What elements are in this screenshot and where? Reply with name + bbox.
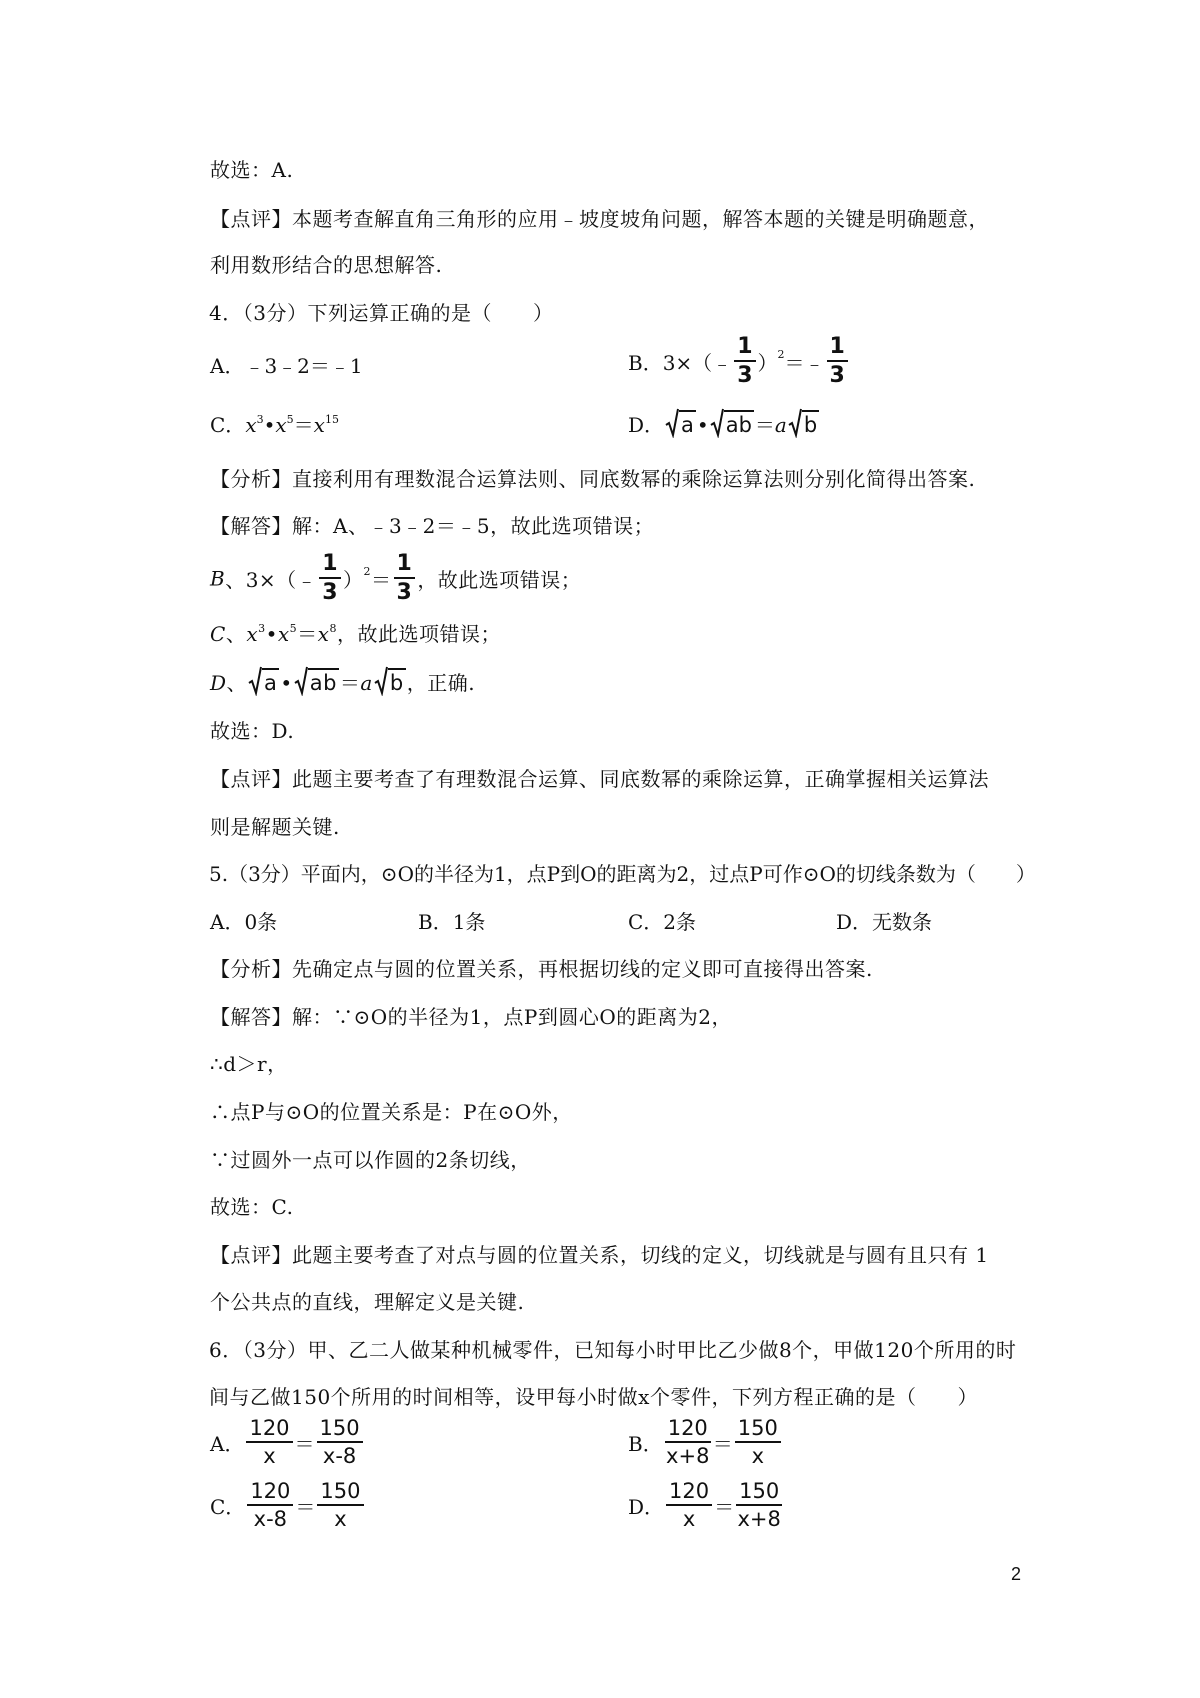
q4-option-b-eq: ＝﹣: [784, 351, 825, 375]
q4-comment-line2: 则是解题关键.: [210, 815, 340, 839]
q6-stem-line1: 6．（3分）甲、乙二人做某种机械零件，已知每小时甲比乙少做8个，甲做120个所用的时: [209, 1338, 1017, 1362]
sqrt-b: b: [788, 408, 819, 442]
radical-icon: [665, 408, 679, 438]
sqrt-b: b: [374, 666, 406, 700]
frac: $\frac{150}{x}$: [735, 1418, 781, 1467]
frac: $\frac{150}{x-8}$: [317, 1418, 363, 1467]
q4-option-c: [210, 408, 339, 442]
q5-option-a: A．0条: [210, 910, 278, 934]
q4-option-b-frac2: [827, 336, 848, 387]
eq: ＝: [293, 413, 314, 437]
frac: $\frac{1}{3}$: [319, 553, 341, 604]
q5-analysis: 【分析】先确定点与圆的位置关系，再根据切线的定义即可直接得出答案.: [210, 957, 873, 981]
exp: 15: [324, 413, 339, 426]
q5-comment-line1: 【点评】此题主要考查了对点与圆的位置关系，切线的定义，切线就是与圆有且只有 1: [210, 1243, 989, 1267]
q4-option-b-exp: 2: [777, 348, 785, 361]
q6-stem-line2: 间与乙做150个所用的时间相等，设甲每小时做x个零件，下列方程正确的是（ ）: [209, 1385, 978, 1409]
frac: $\frac{120}{x+8}$: [666, 1416, 710, 1468]
q3-comment-line1: 【点评】本题考查解直角三角形的应用﹣坡度坡角问题，解答本题的关键是明确题意，: [210, 207, 989, 231]
frac: $\frac{150}{x+8}$: [737, 1479, 781, 1531]
q4-option-b: B．3×（﹣ $\frac{1}{3}$ ）$^2$＝﹣ $\frac{1}{3}$: [628, 336, 850, 387]
exp: 5: [286, 413, 294, 426]
var-x: x: [313, 413, 325, 437]
q4-option-c-label: C．: [210, 413, 246, 437]
q4-option-b-frac1: [734, 336, 755, 387]
sqrt-a: a: [665, 408, 696, 442]
q5-solution-line2: ∴d＞r，: [210, 1052, 288, 1076]
q5-solution-line3: ∴点P与⊙O的位置关系是：P在⊙O外，: [210, 1100, 573, 1124]
frac: $\frac{150}{x}$: [317, 1481, 363, 1530]
q4-option-b-prefix: B．3×（﹣: [628, 351, 733, 375]
q4-option-d-label: D．: [628, 413, 665, 437]
q4-solution-line1: 【解答】解：A、﹣3﹣2＝﹣5，故此选项错误；: [210, 514, 655, 538]
q5-option-c: C．2条: [628, 910, 697, 934]
var-x: x: [245, 413, 257, 437]
sqrt-ab: ab: [294, 666, 339, 700]
q4-option-a: A．﹣3﹣2＝﹣1: [210, 354, 363, 378]
q4-option-d: D． a • ab ＝a b: [628, 408, 820, 442]
frac-num: 1: [734, 336, 755, 362]
q4-stem: 4．（3分）下列运算正确的是（ ）: [209, 301, 554, 325]
frac-den: 3: [829, 363, 845, 388]
q6-option-d: D． $\frac{120}{x}$ ＝ $\frac{150}{x+8}$: [628, 1479, 781, 1531]
page-number: 2: [1011, 1564, 1022, 1584]
q5-option-d: D．无数条: [836, 910, 933, 934]
radical-icon: [710, 408, 724, 438]
q4-solution-c: C、$x^3•x^5=x^8$，故此选项错误；: [210, 622, 501, 646]
frac-den: 3: [737, 363, 753, 388]
radical-icon: [788, 408, 802, 438]
frac: $\frac{120}{x}$: [246, 1418, 292, 1467]
q5-option-b: B．1条: [418, 910, 486, 934]
q5-stem: 5.（3分）平面内，⊙O的半径为1，点P到O的距离为2，过点P可作⊙O的切线条数为（ ）: [209, 862, 1036, 886]
dot: •: [263, 413, 276, 437]
sqrt-a: a: [248, 666, 279, 700]
frac-num: 1: [827, 336, 848, 362]
var-x: x: [275, 413, 287, 437]
q5-comment-line2: 个公共点的直线，理解定义是关键.: [210, 1290, 525, 1314]
q3-choose: 故选：A.: [210, 158, 294, 182]
q6-option-a: A． $\frac{120}{x}$ ＝ $\frac{150}{x-8}$: [210, 1418, 365, 1467]
q6-option-c: C． $\frac{120}{x-8}$ ＝ $\frac{150}{x}$: [210, 1481, 366, 1530]
radical-icon: [374, 666, 388, 696]
frac: $\frac{1}{3}$: [394, 553, 416, 604]
q4-choose: 故选：D.: [210, 719, 295, 743]
radical-icon: [248, 666, 262, 696]
q4-analysis: 【分析】直接利用有理数混合运算法则、同底数幂的乘除运算法则分别化简得出答案.: [210, 467, 976, 491]
q4-comment-line1: 【点评】此题主要考查了有理数混合运算、同底数幂的乘除运算，正确掌握相关运算法: [210, 767, 989, 791]
exp: 3: [256, 413, 264, 426]
radical-icon: [294, 666, 308, 696]
q6-option-b: B． $\frac{120}{x+8}$ ＝ $\frac{150}{x}$: [628, 1418, 783, 1467]
sqrt-ab: ab: [710, 408, 754, 442]
q5-choose: 故选：C.: [210, 1195, 294, 1219]
q4-solution-d: D、 a • ab ＝a b ，正确.: [210, 666, 475, 700]
frac: $\frac{120}{x-8}$: [247, 1481, 293, 1530]
q3-comment-line2: 利用数形结合的思想解答.: [210, 253, 443, 277]
frac: $\frac{120}{x}$: [666, 1481, 712, 1530]
q5-solution-line4: ∵过圆外一点可以作圆的2条切线，: [210, 1148, 531, 1172]
q5-solution-line1: 【解答】解：∵⊙O的半径为1，点P到圆心O的距离为2，: [210, 1005, 732, 1029]
q4-solution-b: B、3×（﹣ $\frac{1}{3}$ ）$^2$＝ $\frac{1}{3}$ ，故此选项错误；: [210, 551, 582, 605]
